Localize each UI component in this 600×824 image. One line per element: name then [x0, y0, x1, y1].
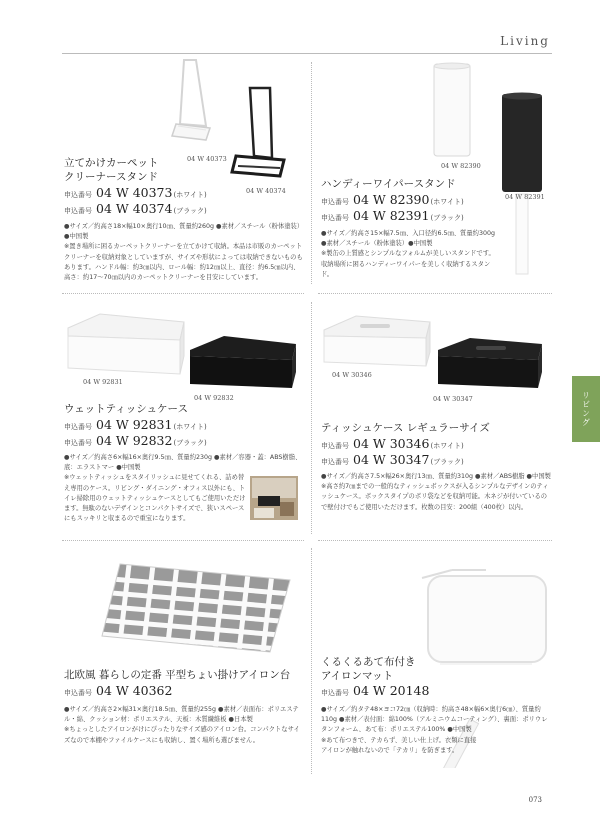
row-divider [62, 293, 304, 294]
product-image-label: 04 W 40373 [187, 155, 227, 163]
product-description: ●サイズ／約高さ2×幅31×奥行18.5㎝、質量約255g ●素材／表面布：ポリエステル・綿、クッション材：ポリエステル、天板：木質繊維板 ●日本製 ※ちょっとしたアイロンがけにぴったりなサイズ感のアイロン台。コンパクトなサイズなので本棚やファイルケースにも収納し、置く場所も選びません。 [64, 706, 300, 744]
product-name: ハンディーワイパースタンド [321, 178, 456, 190]
product-description: ●サイズ／約高さ18×幅10×奥行10㎝、質量約260g ●素材／スチール（粉体塗装）●中国製 ※置き場所に困るカーペットクリーナーを立てかけて収納。本品は市販のカーペットクリーナーを収納対象としていますが、サイズや形状によっては収納できないものもあります。ハンドル幅：約3㎝以内、ロール幅：約12㎝以上、直径：約6.5㎝以内、高さ：約17～70㎝以内のカーペットクリーナーを目安にしています。 [64, 223, 304, 282]
product-name: 立てかけカーペット クリーナースタンド [64, 157, 159, 183]
product-description: ●サイズ／約高さ15×幅7.5㎝、入口径約6.5㎝、質量約300g ●素材／スチール（粉体塗装）●中国製 ※製缶の上質感とシンプルなフォルムが美しいスタンドです。収納場所に困るハンディーワイパーを美しく収納するスタンド。 [321, 230, 495, 278]
category-tab[interactable]: リビング [572, 376, 600, 442]
usage-photo [250, 476, 298, 520]
order-codes: 申込番号 04 W 30346(ホワイト) 申込番号 04 W 30347(ブラック) [321, 436, 464, 467]
product-name: ティッシュケース レギュラーサイズ [321, 422, 490, 434]
order-codes: 申込番号 04 W 82390(ホワイト) 申込番号 04 W 82391(ブラック) [321, 192, 464, 223]
column-divider [311, 548, 312, 774]
product-name: くるくるあて布付き アイロンマット [321, 656, 416, 682]
product-description: ●サイズ／約タテ48×ヨコ72㎝（収納時：約高さ48×幅6×奥行6㎝）、質量約110g ●素材／表付面：綿100%（アルミニウムコーティング）、裏面：ポリウレタンフォーム、あて布：ポリエステル100% ●中国製 ※あて布つきで、テカらず、美しい仕上げ。衣類に直接アイロンが触れないので「テカリ」を防ぎます。 [321, 706, 548, 754]
ironing-board-image [100, 556, 292, 660]
product-image-label: 04 W 92832 [194, 394, 234, 402]
product-image-label: 04 W 82390 [441, 162, 481, 170]
product-image-label: 04 W 82391 [505, 193, 545, 201]
header-rule [62, 53, 552, 54]
column-divider [311, 302, 312, 534]
product-description: ●サイズ／約高さ6×幅16×奥行9.5㎝、質量約230g ●素材／容器・蓋：ABS樹脂、底：エラストマー ●中国製 ※ウェットティッシュをスタイリッシュに見せてくれる、詰め替え専用のケース。リビング・ダイニング・オフィス以外にも、トイレ掃除用のウェットティッシュケースとしてもご使用いただけます。無駄のないデザインとコンパクトサイズで、狭いスペースにもスッキリと収まるので重宝になります。 [64, 454, 302, 523]
carpet-cleaner-stand-image [166, 58, 296, 190]
product-image-label: 04 W 30346 [332, 371, 372, 379]
product-name: ウェットティッシュケース [64, 403, 189, 415]
section-title: Living [500, 34, 550, 48]
page-number: 073 [528, 796, 542, 804]
order-codes: 申込番号 04 W 40373(ホワイト) 申込番号 04 W 40374(ブラック) [64, 185, 207, 216]
order-codes: 申込番号 04 W 92831(ホワイト) 申込番号 04 W 92832(ブラック) [64, 417, 207, 448]
product-description: ●サイズ／約高さ7.5×幅26×奥行13㎝、質量約310g ●素材／ABS樹脂 ●中国製 ※高さ約7㎝までの一般的なティッシュボックスが入るシンプルなデザインのティッシュケース。ボックスタイプのボリ袋などを収納可能。木ネジが付いているので壁付けでもご使用いただけます。枚数の目安：200組（400枚）以内。 [321, 473, 551, 511]
column-divider [311, 62, 312, 284]
product-name: 北欧風 暮らしの定番 平型ちょい掛けアイロン台 [64, 669, 291, 681]
tissue-case-image [320, 310, 550, 400]
row-divider [318, 293, 552, 294]
order-codes: 申込番号 04 W 20148 [321, 683, 430, 698]
wet-tissue-case-image [64, 310, 304, 400]
product-image-label: 04 W 30347 [433, 395, 473, 403]
product-image-label: 04 W 40374 [246, 187, 286, 195]
row-divider [318, 540, 552, 541]
order-codes: 申込番号 04 W 40362 [64, 683, 173, 698]
row-divider [62, 540, 304, 541]
product-image-label: 04 W 92831 [83, 378, 123, 386]
